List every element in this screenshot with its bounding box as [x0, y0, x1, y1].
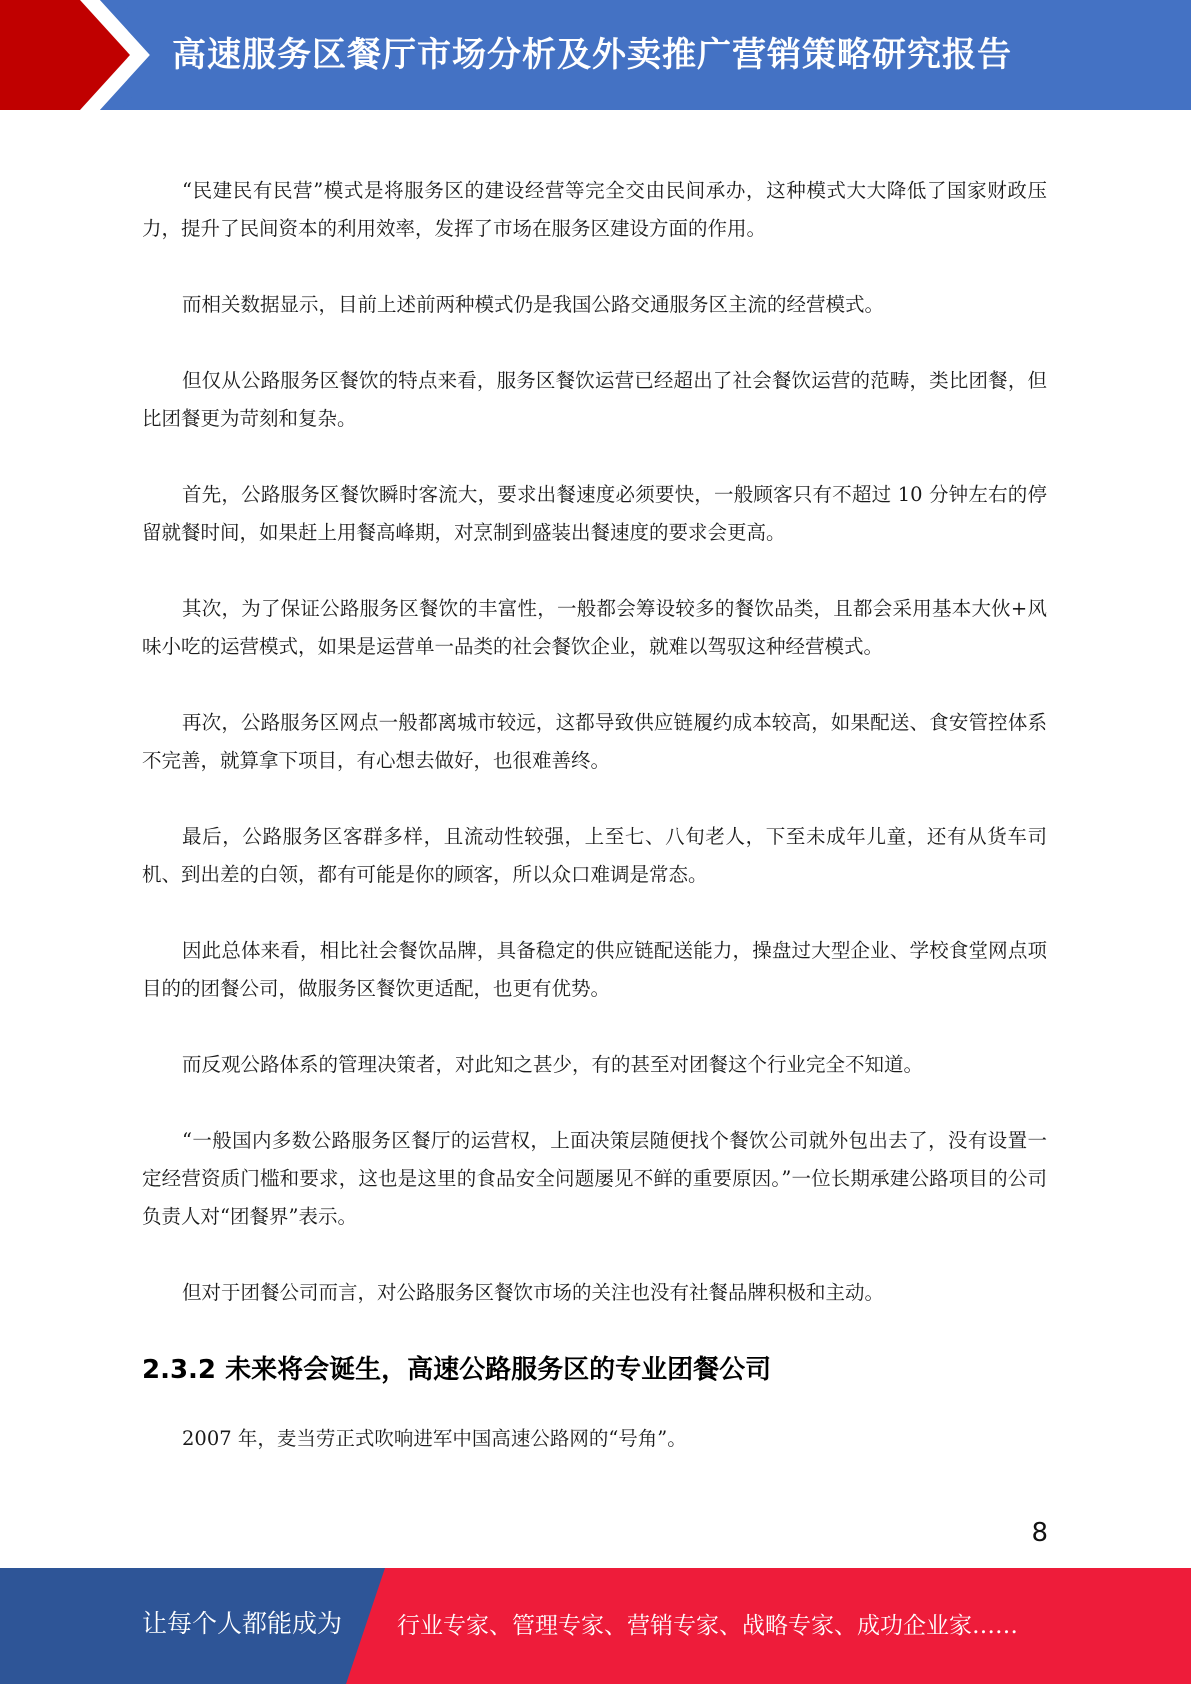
body-paragraph: 但对于团餐公司而言，对公路服务区餐饮市场的关注也没有社餐品牌积极和主动。	[182, 1281, 885, 1304]
body-paragraph: 最后，公路服务区客群多样，且流动性较强，上至七、八旬老人，下至未成年儿童，还有从货车司机、到出差的白领，都有可能是你的顾客，所以众口难调是常态。	[142, 825, 1047, 886]
body-paragraph: 而相关数据显示，目前上述前两种模式仍是我国公路交通服务区主流的经营模式。	[182, 293, 885, 316]
body-paragraph: 其次，为了保证公路服务区餐饮的丰富性，一般都会筹设较多的餐饮品类，且都会采用基本大伙+风味小吃的运营模式，如果是运营单一品类的社会餐饮企业，就难以驾驭这种经营模式。	[142, 597, 1047, 658]
body-paragraph: “一般国内多数公路服务区餐厅的运营权，上面决策层随便找个餐饮公司就外包出去了，没有设置一定经营资质门槛和要求，这也是这里的食品安全问题屡见不鲜的重要原因。”一位长期承建公路项目的公司负责人对“团餐界”表示。	[142, 1129, 1047, 1228]
body-paragraph: 而反观公路体系的管理决策者，对此知之甚少，有的甚至对团餐这个行业完全不知道。	[182, 1053, 924, 1076]
header-banner	[0, 0, 1191, 110]
body-paragraph: 2007 年，麦当劳正式吹响进军中国高速公路网的“号角”。	[182, 1427, 687, 1450]
footer-slogan-right: 行业专家、管理专家、营销专家、战略专家、成功企业家……	[397, 1613, 1018, 1639]
footer-banner	[0, 1568, 1191, 1684]
document-title: 高速服务区餐厅市场分析及外卖推广营销策略研究报告	[172, 35, 1012, 75]
section-heading: 2.3.2 未来将会诞生，高速公路服务区的专业团餐公司	[142, 1355, 772, 1385]
body-paragraph: 首先，公路服务区餐饮瞬时客流大，要求出餐速度必须要快，一般顾客只有不超过 10 分钟左右的停留就餐时间，如果赶上用餐高峰期，对烹制到盛装出餐速度的要求会更高。	[142, 483, 1047, 544]
body-paragraph: 因此总体来看，相比社会餐饮品牌，具备稳定的供应链配送能力，操盘过大型企业、学校食堂网点项目的的团餐公司，做服务区餐饮更适配，也更有优势。	[142, 939, 1047, 1000]
document-body	[142, 172, 1047, 1496]
footer-slogan-left: 让每个人都能成为	[142, 1609, 343, 1638]
body-paragraph: “民建民有民营”模式是将服务区的建设经营等完全交由民间承办，这种模式大大降低了国家财政压力，提升了民间资本的利用效率，发挥了市场在服务区建设方面的作用。	[142, 179, 1047, 240]
body-paragraph: 但仅从公路服务区餐饮的特点来看，服务区餐饮运营已经超出了社会餐饮运营的范畴，类比团餐，但比团餐更为苛刻和复杂。	[142, 369, 1047, 430]
body-paragraph: 再次，公路服务区网点一般都离城市较远，这都导致供应链履约成本较高，如果配送、食安管控体系不完善，就算拿下项目，有心想去做好，也很难善终。	[142, 711, 1047, 772]
page-number: 8	[1031, 1518, 1048, 1548]
